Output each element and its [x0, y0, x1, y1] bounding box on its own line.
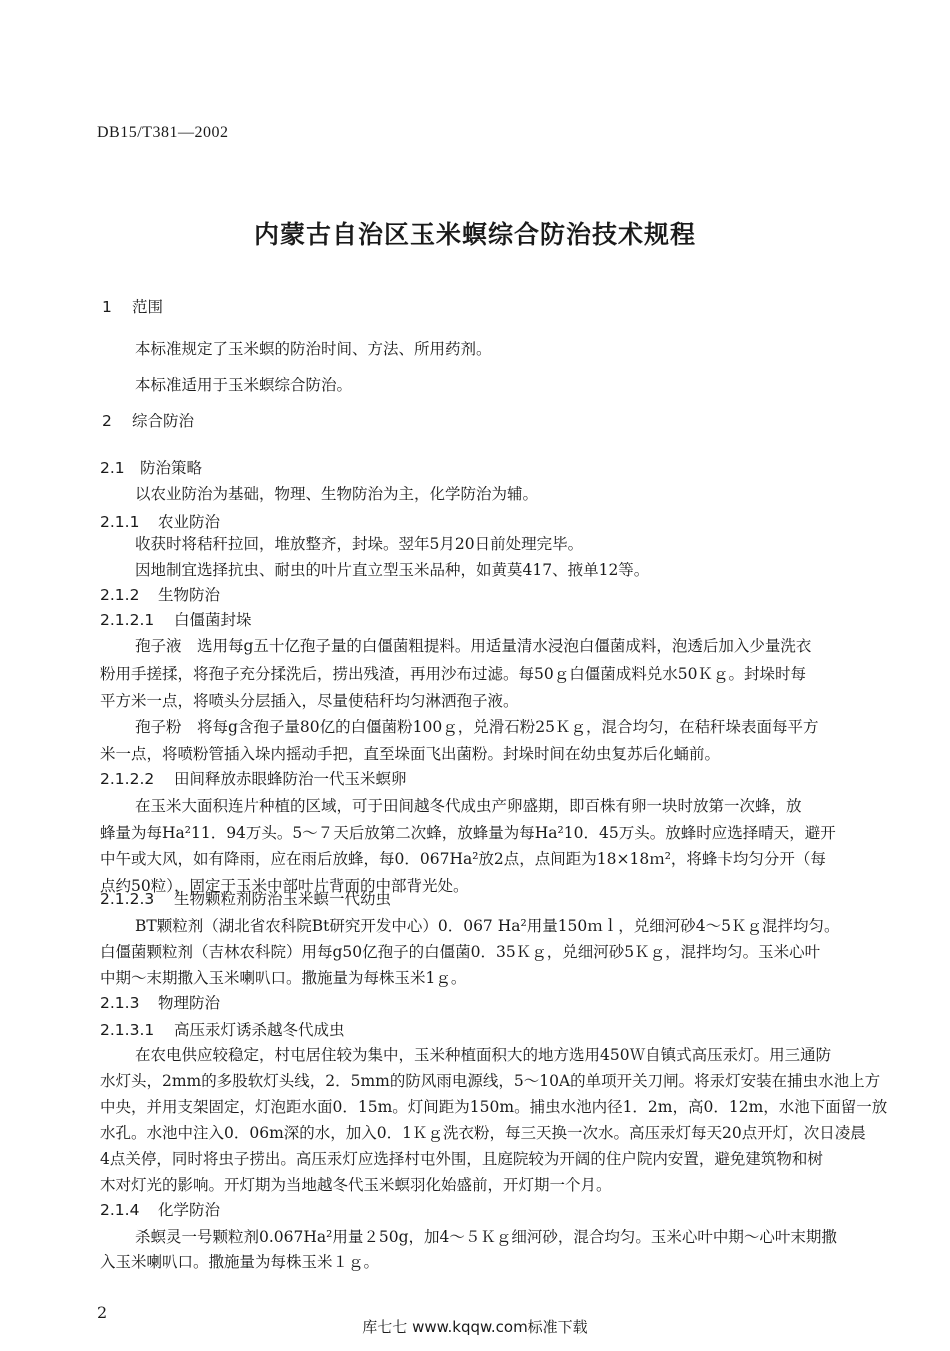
- section-title: 化学防治: [158, 1201, 221, 1219]
- section-heading: [100, 769, 407, 789]
- paragraph-line: 收获时将秸秆拉回，堆放整齐，封垛。翌年5月20日前处理完毕。: [135, 535, 584, 553]
- section-title: 高压汞灯诱杀越冬代成虫: [174, 1021, 345, 1039]
- paragraph-line: 粉用手搓揉，将孢子充分揉洗后，捞出残渣，再用沙布过滤。每50ｇ白僵菌成料兑水50Ｋｇ。封垛时每: [100, 665, 806, 683]
- section-number: 2.1.2.1: [100, 611, 155, 629]
- section-heading: [102, 411, 194, 431]
- section-title: 白僵菌封垛: [174, 611, 252, 629]
- section-number: 2.1.2.3: [100, 890, 155, 908]
- section-heading: [100, 1020, 345, 1040]
- section-title: 防治策略: [140, 459, 203, 477]
- paragraph-line: 水灯头，2mm的多股软灯头线，2．5mm的防风雨电源线，5～10A的单项开关刀闸。将汞灯安装在捕虫水池上方: [100, 1072, 881, 1090]
- section-number: 2.1.1: [100, 513, 140, 531]
- paragraph-line: 孢子粉 将每g含孢子量80亿的白僵菌粉100ｇ，兑滑石粉25Ｋｇ，混合均匀，在秸秆垛表面每平方: [135, 718, 819, 736]
- footer-watermark: 库七七 www.kqqw.com标准下载: [362, 1318, 588, 1336]
- paragraph-line: 本标准规定了玉米螟的防治时间、方法、所用药剂。: [135, 340, 492, 358]
- section-title: 综合防治: [132, 412, 195, 430]
- section-heading: [100, 610, 252, 630]
- section-title: 田间释放赤眼蜂防治一代玉米螟卵: [174, 770, 407, 788]
- section-heading: [100, 512, 220, 532]
- paragraph-line: 杀螟灵一号颗粒剂0.067Ha²用量２50g，加4～５Ｋｇ细河砂，混合均匀。玉米心叶中期～心叶末期撒: [135, 1228, 837, 1246]
- document-number: DB15/T381—2002: [97, 124, 229, 141]
- paragraph-line: 平方米一点，将喷头分层插入，尽量使秸秆均匀淋洒孢子液。: [100, 692, 519, 710]
- paragraph-line: 在农电供应较稳定，村屯居住较为集中，玉米种植面积大的地方选用450Ｗ自镇式高压汞灯。用三通防: [135, 1046, 832, 1064]
- paragraph-line: 入玉米喇叭口。撒施量为每株玉米１ｇ。: [100, 1253, 380, 1271]
- paragraph-line: 中午或大风，如有降雨，应在雨后放蜂，每0．067Ha²放2点，点间距为18×18ｍ²，将蜂卡均匀分开（每: [100, 850, 826, 868]
- section-number: 2.1.2: [100, 586, 140, 604]
- section-heading: [100, 889, 391, 909]
- paragraph-line: 因地制宜选择抗虫、耐虫的叶片直立型玉米品种，如黄莫417、掖单12等。: [135, 561, 650, 579]
- paragraph-line: 本标准适用于玉米螟综合防治。: [135, 376, 353, 394]
- document-title: 内蒙古自治区玉米螟综合防治技术规程: [253, 220, 696, 249]
- section-heading: [100, 458, 202, 478]
- section-number: 2.1.2.2: [100, 770, 155, 788]
- paragraph-line: 孢子液 选用每g五十亿孢子量的白僵菌粗提料。用适量清水浸泡白僵菌成料，泡透后加入少量洗衣: [135, 637, 812, 655]
- section-title: 生物颗粒剂防治玉米螟一代幼虫: [174, 890, 392, 908]
- section-number: 2.1.3.1: [100, 1021, 155, 1039]
- paragraph-line: 木对灯光的影响。开灯期为当地越冬代玉米螟羽化始盛前，开灯期一个月。: [100, 1176, 612, 1194]
- paragraph-line: 中央，并用支架固定，灯泡距水面0．15m。灯间距为150m。捕虫水池内径1．2m，高0．12m，水池下面留一放: [100, 1098, 888, 1116]
- section-title: 物理防治: [158, 994, 221, 1012]
- section-number: 2.1: [100, 459, 125, 477]
- page-number: 2: [97, 1303, 108, 1322]
- paragraph-line: 点约50粒），固定于玉米中部叶片背面的中部背光处。: [100, 877, 469, 895]
- section-heading: [100, 1200, 220, 1220]
- section-title: 生物防治: [158, 586, 221, 604]
- paragraph-line: 以农业防治为基础，物理、生物防治为主，化学防治为辅。: [135, 485, 539, 503]
- paragraph-line: 中期～末期撒入玉米喇叭口。撒施量为每株玉米1ｇ。: [100, 969, 467, 987]
- section-number: 2: [102, 412, 112, 430]
- paragraph-line: BT颗粒剂（湖北省农科院Bt研究开发中心）0．067 Ha²用量150ｍｌ，兑细河砂4～5Ｋｇ混拌均匀。: [135, 917, 840, 935]
- paragraph-line: 水孔。水池中注入0．06m深的水，加入0．1Ｋｇ洗衣粉，每三天换一次水。高压汞灯每天20点开灯，次日凌晨: [100, 1124, 866, 1142]
- section-title: 农业防治: [158, 513, 221, 531]
- paragraph-line: 米一点，将喷粉管插入垛内摇动手把，直至垛面飞出菌粉。封垛时间在幼虫复苏后化蛹前。: [100, 745, 721, 763]
- section-number: 2.1.3: [100, 994, 140, 1012]
- section-number: 1: [102, 298, 112, 316]
- paragraph-line: 白僵菌颗粒剂（吉林农科院）用每g50亿孢子的白僵菌0．35Ｋｇ，兑细河砂5Ｋｇ，混拌均匀。玉米心叶: [100, 943, 821, 961]
- section-number: 2.1.4: [100, 1201, 140, 1219]
- section-title: 范围: [132, 298, 164, 316]
- paragraph-line: 蜂量为每Ha²11．94万头。5～７天后放第二次蜂，放蜂量为每Ha²10．45万头。放蜂时应选择晴天，避开: [100, 824, 836, 842]
- section-heading: [102, 297, 163, 317]
- section-heading: [100, 585, 220, 605]
- section-heading: [100, 993, 220, 1013]
- paragraph-line: 4点关停，同时将虫子捞出。高压汞灯应选择村屯外围，且庭院较为开阔的住户院内安置，避免建筑物和树: [100, 1150, 823, 1168]
- paragraph-line: 在玉米大面积连片种植的区域，可于田间越冬代成虫产卵盛期，即百株有卵一块时放第一次蜂，放: [135, 797, 802, 815]
